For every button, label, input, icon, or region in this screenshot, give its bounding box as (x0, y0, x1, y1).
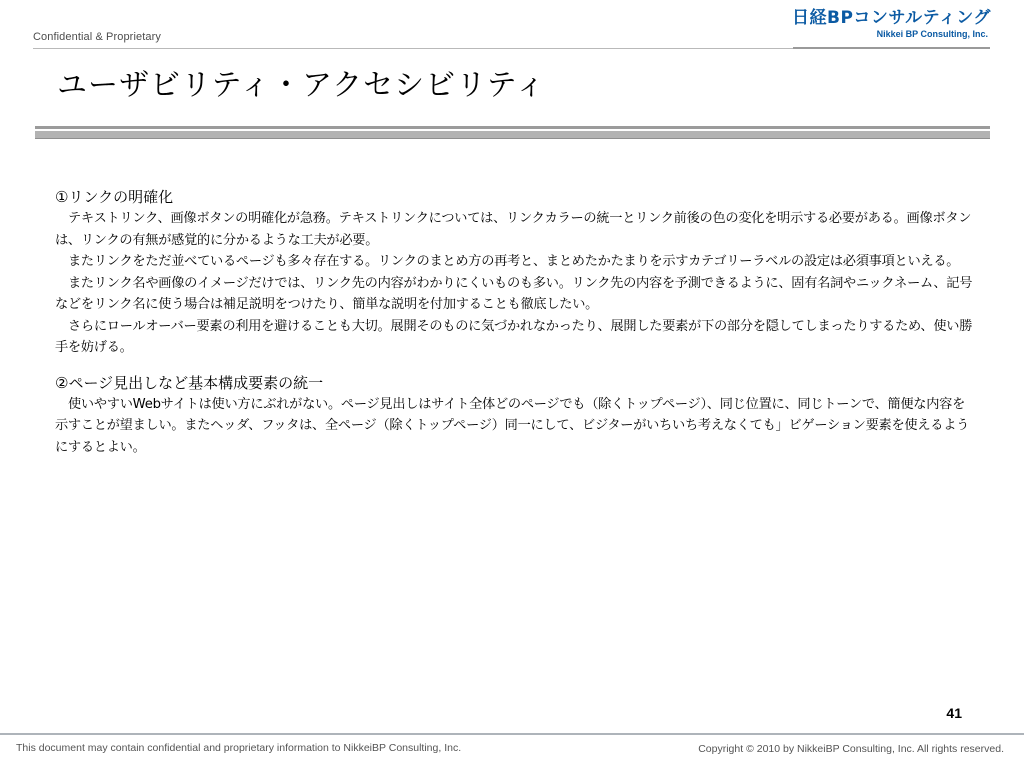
logo-sub-text: Nikkei BP Consulting, Inc. (876, 29, 988, 39)
section-paragraph: テキストリンク、画像ボタンの明確化が急務。テキストリンクについては、リンクカラーの統一とリンク前後の色の変化を明示する必要がある。画像ボタンは、リンクの有無が感覚的に分かるような工夫が必要。 (55, 211, 972, 248)
footer-copyright: Copyright © 2010 by NikkeiBP Consulting, Inc. All rights reserved. (698, 743, 1004, 755)
title-underline-bar (35, 126, 990, 139)
company-logo (792, 8, 991, 44)
section-paragraph: またリンクをただ並べているページも多々存在する。リンクのまとめ方の再考と、まとめたかたまりを示すカテゴリーラベルの設定は必須事項といえる。 (68, 254, 960, 269)
header-divider-left (33, 48, 793, 49)
section-heading: ②ページ見出しなど基本構成要素の統一 (55, 373, 324, 392)
logo-main-text: 日経BPコンサルティング (792, 8, 991, 28)
confidential-label: Confidential & Proprietary (33, 31, 161, 43)
section-paragraph: またリンク名や画像のイメージだけでは、リンク先の内容がわかりにくいものも多い。リンク先の内容を予測できるように、固有名詞やニックネーム、記号などをリンク名に使う場合は補足説明をつけたり、簡単な説明を付加することも徹底したい。 (55, 275, 973, 312)
footer-confidentiality-notice: This document may contain confidential and proprietary information to NikkeiBP Consulting, Inc. (16, 742, 462, 754)
footer-divider (0, 733, 1024, 735)
page-number: 41 (946, 705, 962, 721)
section-paragraph: さらにロールオーバー要素の利用を避けることも大切。展開そのものに気づかれなかったり、展開した要素が下の部分を隠してしまったりするため、使い勝手を妨げる。 (55, 318, 973, 355)
section-paragraph: 使いやすいWebサイトは使い方にぶれがない。ページ見出しはサイト全体どのページでも（除くトップページ）、同じ位置に、同じトーンで、簡便な内容を示すことが望ましい。またヘッダ、フッタは、全ページ（除くトップページ）同一にして、ビジターがいちいち考えなくても」ビゲーション要素を使えるようにするとよい。 (55, 396, 970, 455)
slide-body (55, 186, 975, 458)
section-link-clarity (55, 186, 975, 359)
section-page-heading-unification (55, 372, 975, 459)
page-title: ユーザビリティ・アクセシビリティ (57, 68, 547, 103)
section-heading: ①リンクの明確化 (55, 188, 174, 206)
header-divider-right (793, 47, 990, 49)
